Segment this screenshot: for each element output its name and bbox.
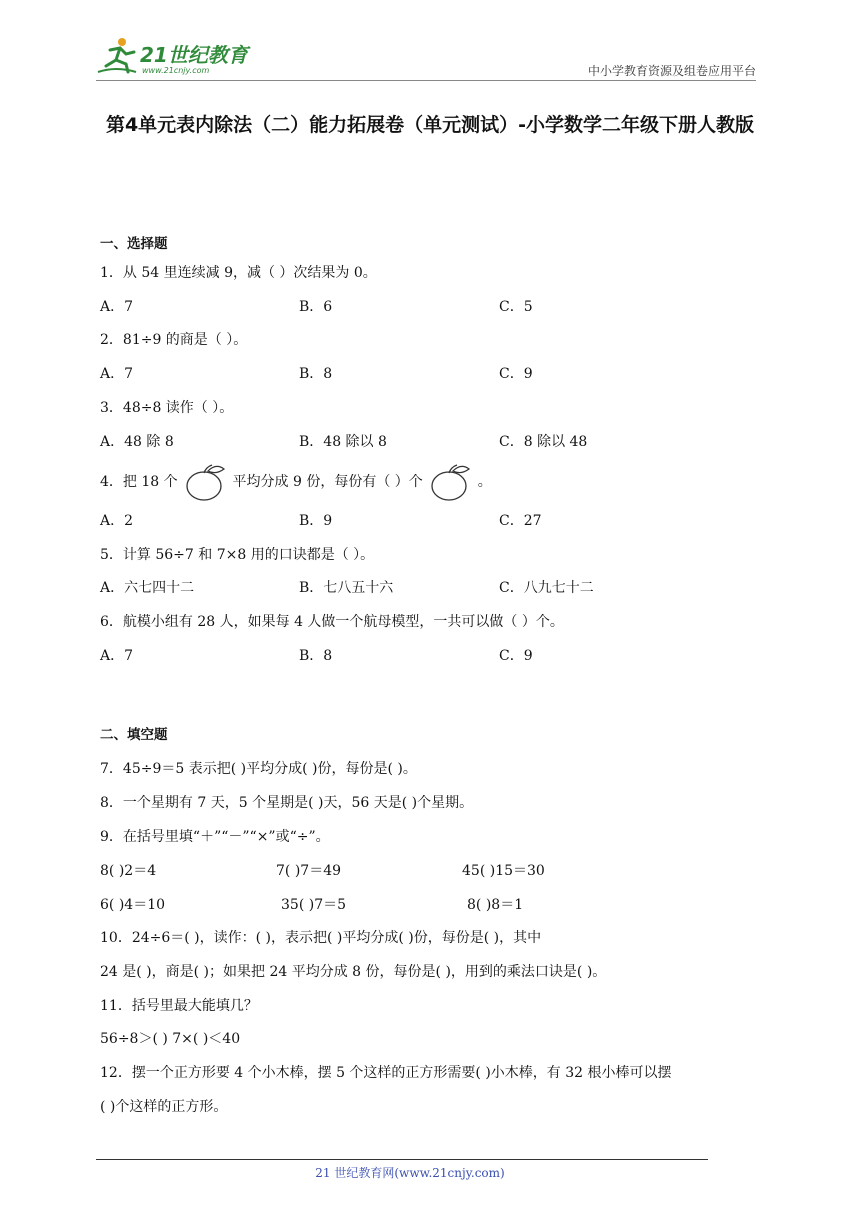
equation: 8( )2＝4: [100, 863, 157, 879]
question-6: 6．航模小组有 28 人，如果每 4 人做一个航母模型，一共可以做（ ）个。: [100, 614, 564, 630]
question-4-text-a: 4．把 18 个: [100, 474, 178, 490]
option-a: A．7: [100, 648, 134, 664]
question-8: 8．一个星期有 7 天，5 个星期是( )天，56 天是( )个星期。: [100, 795, 474, 811]
question-12-line-1: 12．摆一个正方形要 4 个小木棒，摆 5 个这样的正方形需要( )小木棒，有 32 根小棒可以摆: [100, 1065, 672, 1081]
question-11-equation: 56÷8＞( ) 7×( )＜40: [100, 1031, 241, 1047]
option-b: B．8: [299, 648, 333, 664]
equation: 6( )4＝10: [100, 897, 166, 913]
header-divider: [96, 80, 756, 81]
question-4-text-b: 平均分成 9 份，每份有（ ）个: [232, 474, 423, 490]
option-c: C．8 除以 48: [499, 434, 588, 450]
equation: 35( )7＝5: [281, 897, 347, 913]
option-b: B．七八五十六: [299, 580, 394, 596]
option-b: B．48 除以 8: [299, 434, 387, 450]
question-4: [100, 462, 492, 502]
equation: 8( )8＝1: [467, 897, 524, 913]
option-a: A．48 除 8: [100, 434, 174, 450]
option-b: B．9: [299, 513, 333, 529]
option-c: C．9: [499, 648, 533, 664]
svg-text:www.21cnjy.com: www.21cnjy.com: [142, 66, 210, 75]
question-1: 1．从 54 里连续减 9，减（ ）次结果为 0。: [100, 265, 377, 281]
footer-divider: [96, 1159, 708, 1160]
runner-logo-icon: [98, 38, 136, 72]
question-12-line-2: ( )个这样的正方形。: [100, 1099, 228, 1115]
option-c: C．9: [499, 366, 533, 382]
option-a: A．2: [100, 513, 134, 529]
option-c: C．5: [499, 299, 533, 315]
option-a: A．7: [100, 299, 134, 315]
option-c: C．27: [499, 513, 542, 529]
equation: 7( )7＝49: [276, 863, 342, 879]
question-10-line-2: 24 是( )，商是( )；如果把 24 平均分成 8 份，每份是( )，用到的乘法口诀是( )。: [100, 964, 607, 980]
section-heading: 二、填空题: [100, 727, 168, 743]
option-a: A．六七四十二: [100, 580, 195, 596]
option-c: C．八九七十二: [499, 580, 594, 596]
site-logo: [96, 36, 266, 78]
question-5: 5．计算 56÷7 和 7×8 用的口诀都是（ ）。: [100, 547, 375, 563]
question-11: 11．括号里最大能填几？: [100, 998, 258, 1014]
footer-link[interactable]: 21 世纪教育网(www.21cnjy.com): [315, 1166, 505, 1180]
question-7: 7．45÷9＝5 表示把( )平均分成( )份，每份是( )。: [100, 761, 417, 777]
question-2: 2．81÷9 的商是（ ）。: [100, 332, 248, 348]
section-heading: 一、选择题: [100, 236, 168, 252]
equation: 45( )15＝30: [462, 863, 545, 879]
question-3: 3．48÷8 读作（ ）。: [100, 400, 234, 416]
question-4-text-c: 。: [477, 474, 492, 490]
apple-icon: [184, 463, 226, 501]
option-a: A．7: [100, 366, 134, 382]
platform-label: 中小学教育资源及组卷应用平台: [587, 64, 756, 78]
svg-text:21世纪教育: 21世纪教育: [140, 43, 248, 67]
apple-icon: [429, 463, 471, 501]
question-9: 9．在括号里填“＋”“－”“×”或“÷”。: [100, 829, 330, 845]
page-title: 第4单元表内除法（二）能力拓展卷（单元测试）-小学数学二年级下册人教版: [105, 114, 755, 136]
option-b: B．6: [299, 299, 333, 315]
option-b: B．8: [299, 366, 333, 382]
question-10-line-1: 10．24÷6＝( )，读作：( )，表示把( )平均分成( )份，每份是( )，其中: [100, 930, 542, 946]
